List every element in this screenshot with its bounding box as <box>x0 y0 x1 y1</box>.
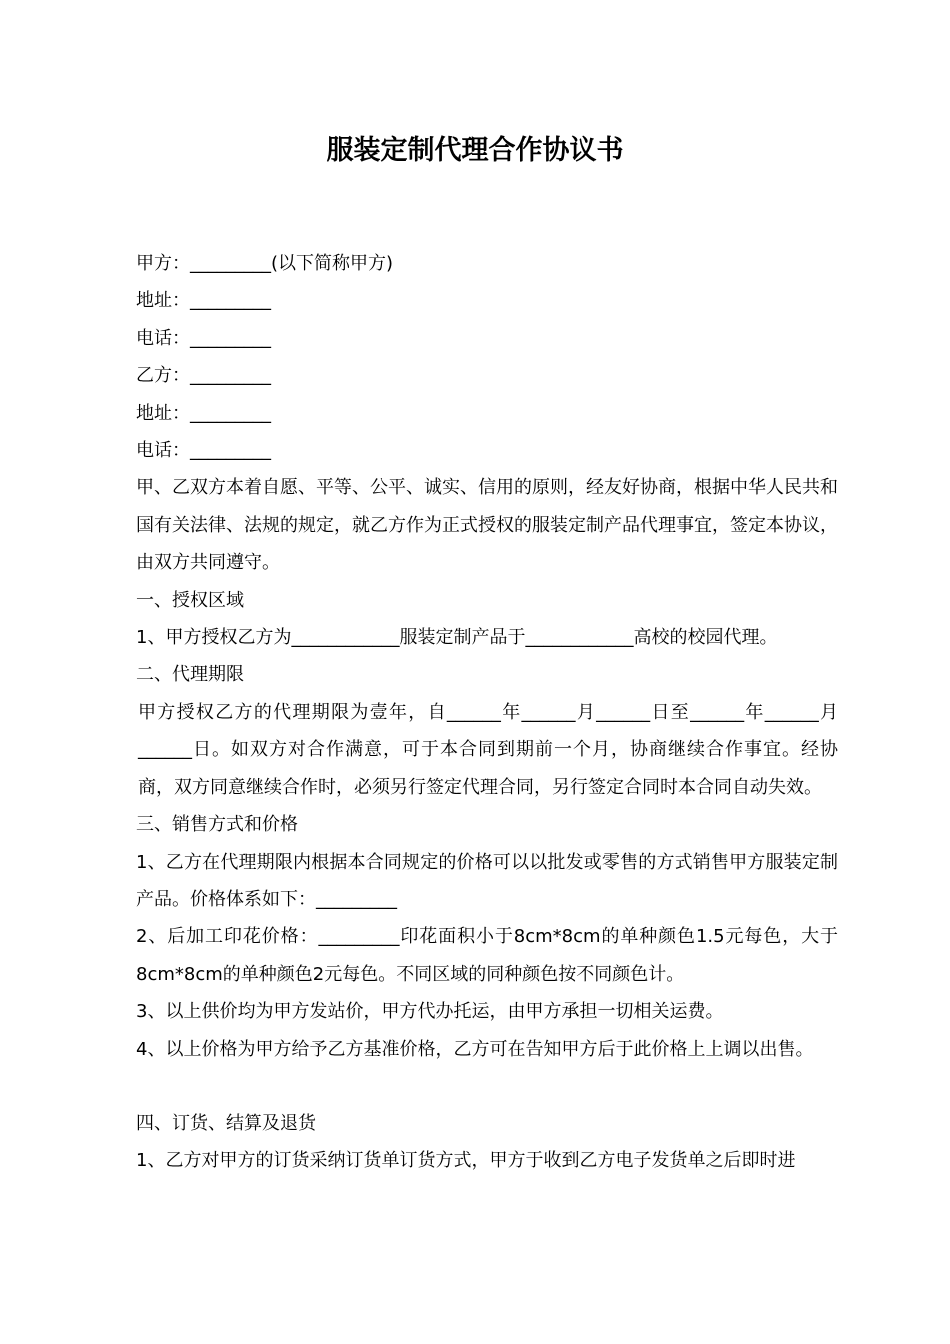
preamble-paragraph: 甲、乙双方本着自愿、平等、公平、诚实、信用的原则，经友好协商，根据中华人民共和国有关法律、法规的规定，就乙方作为正式授权的服装定制产品代理事宜，签定本协议，由双方共同遵守。 <box>136 477 838 574</box>
party-a-phone-line: 电话：_________ <box>136 327 271 349</box>
section-3-item-3: 3、以上供价均为甲方发站价，甲方代办托运，由甲方承担一切相关运费。 <box>136 1001 724 1023</box>
document-title: 服装定制代理合作协议书 <box>326 135 624 166</box>
section-3-item-4: 4、以上价格为甲方给予乙方基准价格，乙方可在告知甲方后于此价格上上调以出售。 <box>136 1038 814 1060</box>
party-b-phone-line: 电话：_________ <box>136 440 271 462</box>
document-body <box>116 245 838 1180</box>
section-4-heading: 四、订货、结算及退货 <box>136 1112 316 1134</box>
party-b-line: 乙方：_________ <box>136 365 271 387</box>
section-1-heading: 一、授权区域 <box>136 589 244 611</box>
paragraph-gap <box>116 1068 838 1105</box>
party-b-address-line: 地址：_________ <box>136 402 271 424</box>
party-a-line: 甲方：_________(以下简称甲方) <box>136 253 394 274</box>
party-a-address-line: 地址：_________ <box>136 290 271 312</box>
section-1-item-1: 1、甲方授权乙方为____________服装定制产品于____________高校的校园代理。 <box>136 627 778 649</box>
section-4-item-1: 1、乙方对甲方的订货采纳订货单订货方式，甲方于收到乙方电子发货单之后即时进 <box>136 1150 796 1172</box>
section-2-heading: 二、代理期限 <box>136 664 244 686</box>
section-3-item-1: 1、乙方在代理期限内根据本合同规定的价格可以以批发或零售的方式销售甲方服装定制产品。价格体系如下：_________ <box>136 851 838 910</box>
section-3-item-2: 2、后加工印花价格：_________印花面积小于8cm*8cm的单种颜色1.5元每色，大于8cm*8cm的单种颜色2元每色。不同区域的同种颜色按不同颜色计。 <box>136 926 838 985</box>
section-3-heading: 三、销售方式和价格 <box>136 814 298 836</box>
section-2-body: 甲方授权乙方的代理期限为壹年，自______年______月______日至______年______月______日。如双方对合作满意，可于本合同到期前一个月，协商继续合作事宜。经协商，双方同意继续合作时，必须另行签定代理合同，另行签定合同时本合同自动失效。 <box>138 701 838 798</box>
